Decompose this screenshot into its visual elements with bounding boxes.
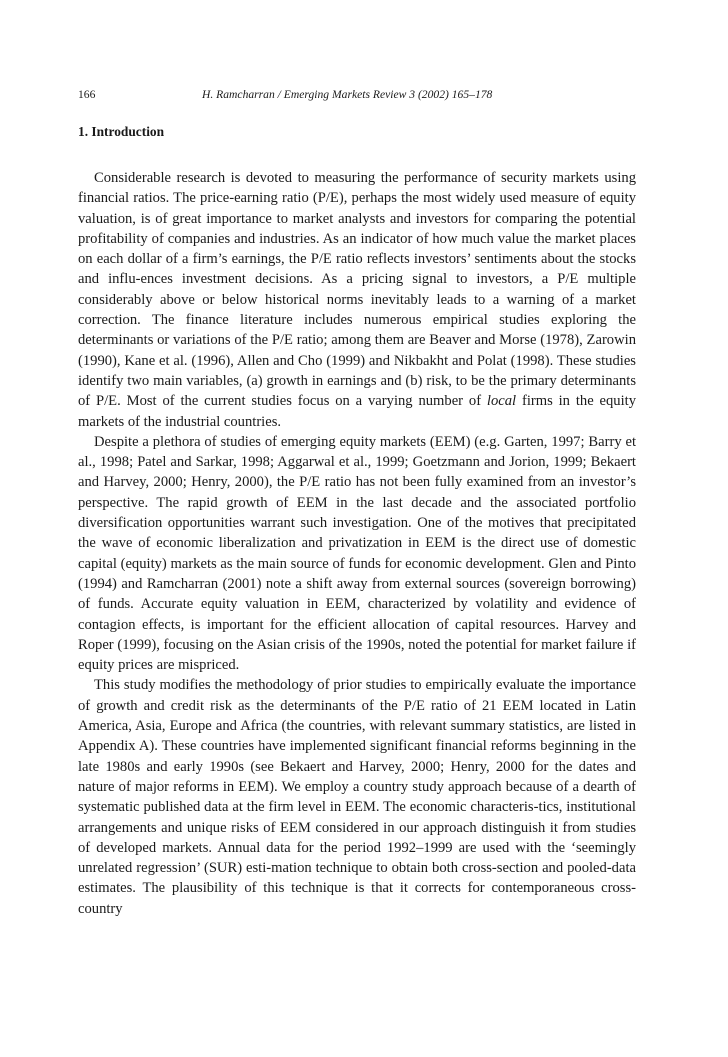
- running-header: [78, 88, 636, 102]
- paragraph-1-text: Considerable research is devoted to measuring the performance of security markets using financial ratios. The price-earning ratio (P/E), perhaps the most widely used measure of equity valuation, is of great importance to market analysts and investors for comparing the potential profitability of companies and industries. As an indicator of how much value the market places on each dollar of a firm’s earnings, the P/E ratio reflects investors’ sentiments about the stocks and influ-ences investment decisions. As a pricing signal to investors, a P/E multiple considerably above or below historical norms inevitably leads to a warning of a market correction. The finance literature includes numerous empirical studies exploring the determinants or variations of the P/E ratio; among them are Beaver and Morse (1978), Zarowin (1990), Kane et al. (1996), Allen and Cho (1999) and Nikbakht and Polat (1998). These studies identify two main variables, (a) growth in earnings and (b) risk, to be the primary determinants of P/E. Most of the current studies focus on a varying number of: [78, 170, 636, 410]
- paper-page: [78, 88, 636, 919]
- page-number: 166: [78, 88, 96, 101]
- running-title: H. Ramcharran / Emerging Markets Review 3 (2002) 165–178: [202, 88, 493, 101]
- paragraph-2: Despite a plethora of studies of emerging equity markets (EEM) (e.g. Garten, 1997; Barry et al., 1998; Patel and Sarkar, 1998; Aggarwal et al., 1999; Goetzmann and Jorion, 1999; Bekaert and Harvey, 2000; Henry, 2000), the P/E ratio has not been fully examined from an investor’s perspective. The rapid growth of EEM in the last decade and the associated portfolio diversification opportunities warrant such investigation. One of the motives that precipitated the wave of economic liberalization and privatization in EEM is the direct use of domestic capital (equity) markets as the main source of funds for economic development. Glen and Pinto (1994) and Ramcharran (2001) note a shift away from external sources (sovereign borrowing) of funds. Accurate equity valuation in EEM, characterized by volatility and evidence of contagion effects, is important for the efficient allocation of capital resources. Harvey and Roper (1999), focusing on the Asian crisis of the 1990s, noted the potential for market failure if equity prices are mispriced.: [78, 433, 636, 674]
- section-heading: 1. Introduction: [78, 124, 165, 139]
- paragraph-1: [78, 168, 636, 432]
- emphasis-local: local: [486, 393, 517, 410]
- paragraph-3: This study modifies the methodology of prior studies to empirically evaluate the importance of growth and credit risk as the determinants of the P/E ratio of 21 EEM located in Latin America, Asia, Europe and Africa (the countries, with relevant summary statistics, are listed in Appendix A). These countries have implemented significant financial reforms beginning in the late 1980s and early 1990s (see Bekaert and Harvey, 2000; Henry, 2000 for the dates and nature of major reforms in EEM). We employ a country study approach because of a dearth of systematic published data at the firm level in EEM. The economic characteris-tics, institutional arrangements and unique risks of EEM considered in our approach distinguish it from studies of developed markets. Annual data for the period 1992–1999 are used with the ‘seemingly unrelated regression’ (SUR) esti-mation technique to obtain both cross-section and pooled-data estimates. The plausibility of this technique is that it corrects for contemporaneous cross-country: [78, 677, 636, 917]
- paragraph-1-tail: firms in the equity markets of the industrial countries.: [78, 393, 637, 430]
